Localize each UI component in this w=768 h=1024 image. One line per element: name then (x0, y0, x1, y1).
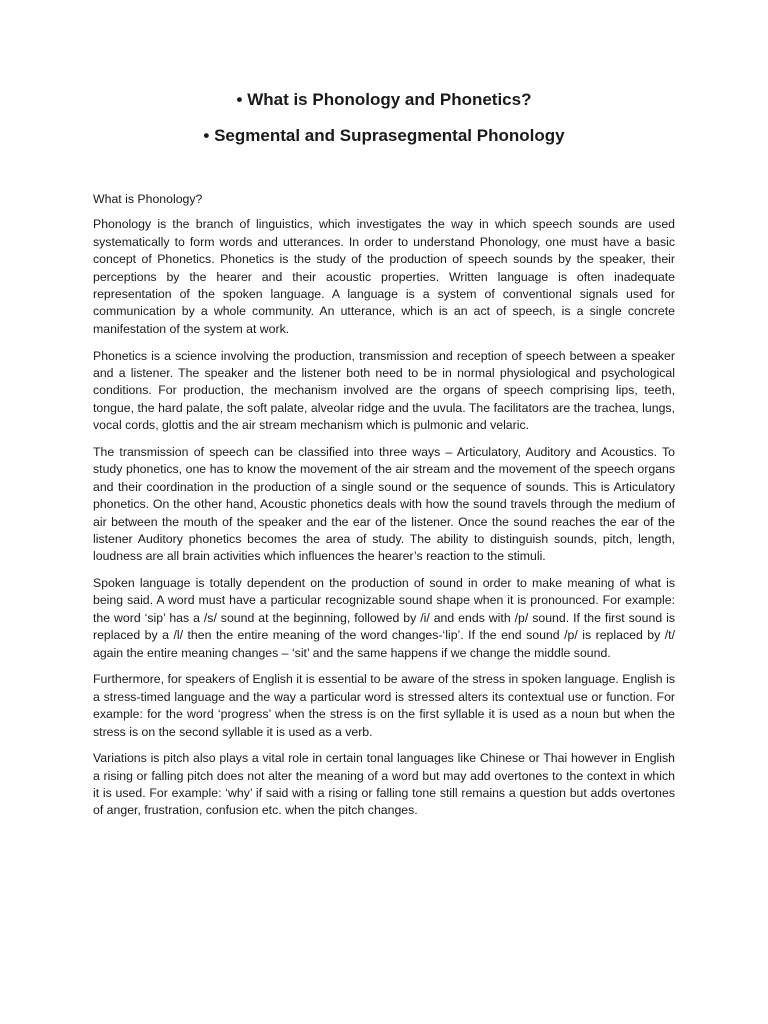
paragraph-phonetics-science: Phonetics is a science involving the production, transmission and reception of speech between a speaker and a listener. The speaker and the listener both need to be in normal physiological and psychological conditions. For production, the mechanism involved are the organs of speech comprising lips, teeth, tongue, the hard palate, the soft palate, alveolar ridge and the uvula. The facilitators are the trachea, lungs, vocal cords, glottis and the air stream mechanism which is pulmonic and velaric. (93, 348, 675, 433)
paragraph-phonology-definition: Phonology is the branch of linguistics, which investigates the way in which speech sounds are used systematically to form words and utterances. In order to understand Phonology, one must have a basic concept of Phonetics. Phonetics is the study of the production of speech sounds by the speaker, their perceptions by the hearer and their acoustic properties. Written language is often inadequate representation of the spoken language. A language is a system of conventional signals used for communication by a whole community. An utterance, which is an act of speech, is a single concrete manifestation of the system at work. (93, 217, 675, 336)
heading-phonology-phonetics: • What is Phonology and Phonetics? (236, 90, 532, 109)
document-body (93, 191, 675, 829)
paragraph-spoken-language: Spoken language is totally dependent on the production of sound in order to make meaning of what is being said. A word must have a particular recognizable sound shape when it is pronounced. For example: the word ‘sip’ has a /s/ sound at the beginning, followed by /i/ and ends with /p/ sound. If the first sound is replaced by a /l/ then the entire meaning of the word changes-‘lip’. If the end sound /p/ is replaced by /t/ again the entire meaning changes – ‘sit’ and the same happens if we change the middle sound. (93, 576, 675, 660)
section-label: What is Phonology? (93, 192, 203, 206)
heading-segmental-suprasegmental: • Segmental and Suprasegmental Phonology (203, 126, 565, 145)
paragraph-stress: Furthermore, for speakers of English it is essential to be aware of the stress in spoken language. English is a stress-timed language and the way a particular word is stressed alters its contextual use or function. For example: for the word ‘progress’ when the stress is on the first syllable it is used as a noun but when the stress is on the second syllable it is used as a verb. (93, 672, 675, 739)
title-block (0, 88, 768, 148)
paragraph-pitch: Variations is pitch also plays a vital role in certain tonal languages like Chinese or Thai however in English a rising or falling pitch does not alter the meaning of a word but may add overtones to the context in which it is used. For example: ‘why’ if said with a rising or falling tone still remains a question but adds overtones of anger, frustration, confusion etc. when the pitch changes. (93, 751, 675, 818)
paragraph-speech-transmission: The transmission of speech can be classified into three ways – Articulatory, Auditory and Acoustics. To study phonetics, one has to know the movement of the air stream and the movement of the speech organs and their coordination in the production of a single sound or the sequence of sounds. This is Articulatory phonetics. On the other hand, Acoustic phonetics deals with how the sound travels through the medium of air between the mouth of the speaker and the ear of the listener. Once the sound reaches the ear of the listener Auditory phonetics becomes the area of study. The ability to distinguish sounds, pitch, length, loudness are all brain activities which influences the hearer’s reaction to the stimuli. (93, 444, 675, 564)
